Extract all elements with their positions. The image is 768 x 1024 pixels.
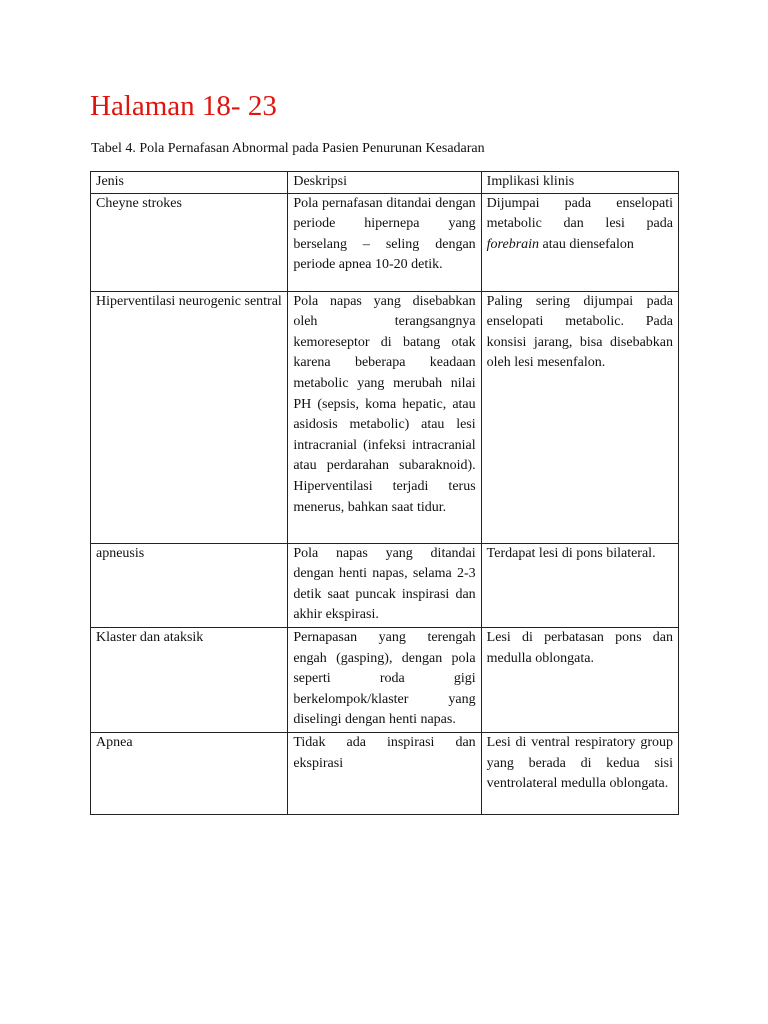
header-implikasi-klinis: Implikasi klinis: [481, 172, 678, 194]
cell-implikasi: Paling sering dijumpai pada enselopati metabolic. Pada konsisi jarang, bisa disebabkan oleh lesi mesenfalon.: [481, 291, 678, 543]
cell-implikasi-italic: forebrain: [486, 236, 540, 252]
cell-implikasi: Terdapat lesi di pons bilateral.: [481, 543, 678, 627]
table-header-row: [91, 172, 679, 194]
cell-deskripsi: Pernapasan yang terengah engah (gasping), dengan pola seperti roda gigi berkelompok/klaster yang diselingi dengan henti napas.: [288, 627, 481, 732]
cell-jenis: Klaster dan ataksik: [91, 627, 288, 732]
cell-deskripsi: Pola pernafasan ditandai dengan periode hipernepa yang berselang – seling dengan periode apnea 10-20 detik.: [288, 193, 481, 291]
cell-deskripsi: Pola napas yang disebabkan oleh terangsangnya kemoreseptor di batang otak karena beberapa keadaan metabolic yang merubah nilai PH (sepsis, koma hepatic, atau asidosis metabolic) atau lesi intracranial (infeksi intracranial atau perdarahan subaraknoid). Hiperventilasi terjadi terus menerus, bahkan saat tidur.: [288, 291, 481, 543]
header-deskripsi: Deskripsi: [288, 172, 481, 194]
cell-implikasi: Lesi di perbatasan pons dan medulla oblongata.: [481, 627, 678, 732]
cell-implikasi-text-end: atau diensefalon: [539, 236, 634, 252]
cell-implikasi: Lesi di ventral respiratory group yang berada di kedua sisi ventrolateral medulla oblongata.: [481, 732, 678, 814]
cell-implikasi: [481, 193, 678, 291]
table-row: [91, 627, 679, 732]
table-row: [91, 193, 679, 291]
table-row: [91, 732, 679, 814]
cell-jenis: Hiperventilasi neurogenic sentral: [91, 291, 288, 543]
header-jenis: Jenis: [91, 172, 288, 194]
cell-deskripsi: Pola napas yang ditandai dengan henti napas, selama 2-3 detik saat puncak inspirasi dan akhir ekspirasi.: [288, 543, 481, 627]
cell-jenis: Apnea: [91, 732, 288, 814]
cell-jenis: Cheyne strokes: [91, 193, 288, 291]
table-row: [91, 543, 679, 627]
table-caption: Tabel 4. Pola Pernafasan Abnormal pada Pasien Penurunan Kesadaran: [91, 141, 485, 156]
table-row: [91, 291, 679, 543]
cell-deskripsi: Tidak ada inspirasi dan ekspirasi: [288, 732, 481, 814]
breathing-patterns-table: [90, 171, 679, 815]
cell-jenis: apneusis: [91, 543, 288, 627]
cell-implikasi-text: Dijumpai pada enselopati metabolic dan lesi pada: [486, 195, 673, 232]
page-heading: Halaman 18- 23: [90, 90, 277, 122]
